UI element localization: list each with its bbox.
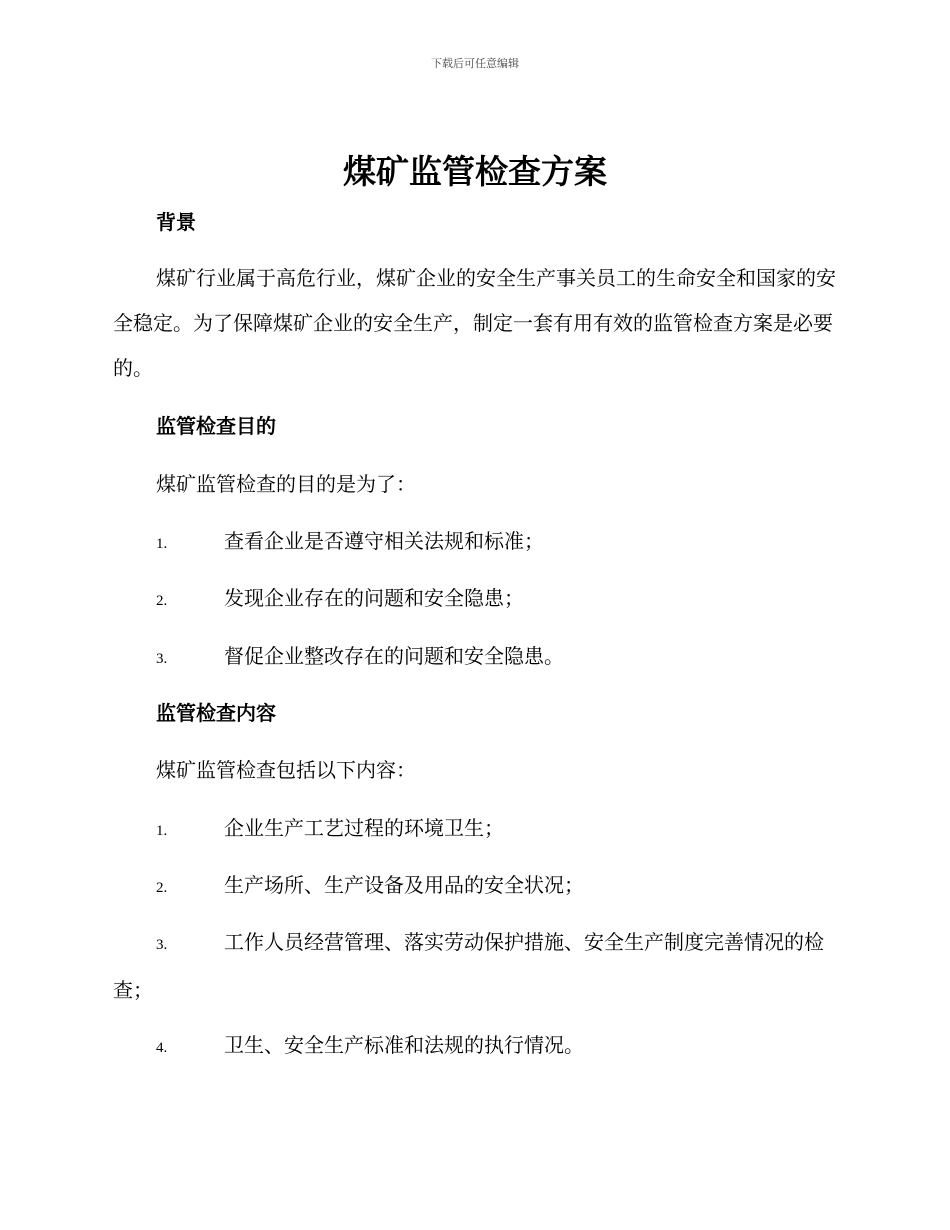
heading-background: 背景: [156, 210, 196, 234]
background-paragraph: 煤矿行业属于高危行业，煤矿企业的安全生产事关员工的生命安全和国家的安全稳定。为了保障煤矿企业的安全生产，制定一套有用有效的监管检查方案是必要的。: [113, 266, 836, 380]
list-item: [113, 920, 837, 1013]
list-number: 4.: [156, 1040, 168, 1056]
list-text: 发现企业存在的问题和安全隐患；: [224, 586, 524, 610]
heading-purpose: 监管检查目的: [156, 414, 276, 438]
document-title: 煤矿监管检查方案: [343, 152, 607, 191]
list-text: 督促企业整改存在的问题和安全隐患。: [224, 644, 564, 668]
list-number: 1.: [156, 536, 168, 552]
list-item: [156, 814, 504, 845]
list-item: [156, 871, 584, 902]
list-item: [156, 527, 544, 558]
list-text: 卫生、安全生产标准和法规的执行情况。: [224, 1033, 584, 1057]
list-text: 工作人员经营管理、落实劳动保护措施、安全生产制度完善情况的检查；: [113, 930, 824, 1002]
list-number: 1.: [156, 823, 168, 839]
content-intro: 煤矿监管检查包括以下内容：: [156, 758, 416, 782]
list-number: 3.: [156, 651, 168, 667]
purpose-intro: 煤矿监管检查的目的是为了：: [156, 472, 416, 496]
list-number: 2.: [156, 593, 168, 609]
list-item: [156, 1031, 584, 1062]
page-header-note: 下载后可任意编辑: [431, 57, 519, 70]
list-item: [156, 584, 524, 615]
list-text: 查看企业是否遵守相关法规和标准；: [224, 529, 544, 553]
list-text: 生产场所、生产设备及用品的安全状况；: [224, 873, 584, 897]
list-text: 企业生产工艺过程的环境卫生；: [224, 816, 504, 840]
heading-content: 监管检查内容: [156, 701, 276, 725]
list-number: 2.: [156, 880, 168, 896]
list-item: [156, 642, 564, 673]
list-number: 3.: [156, 937, 168, 953]
